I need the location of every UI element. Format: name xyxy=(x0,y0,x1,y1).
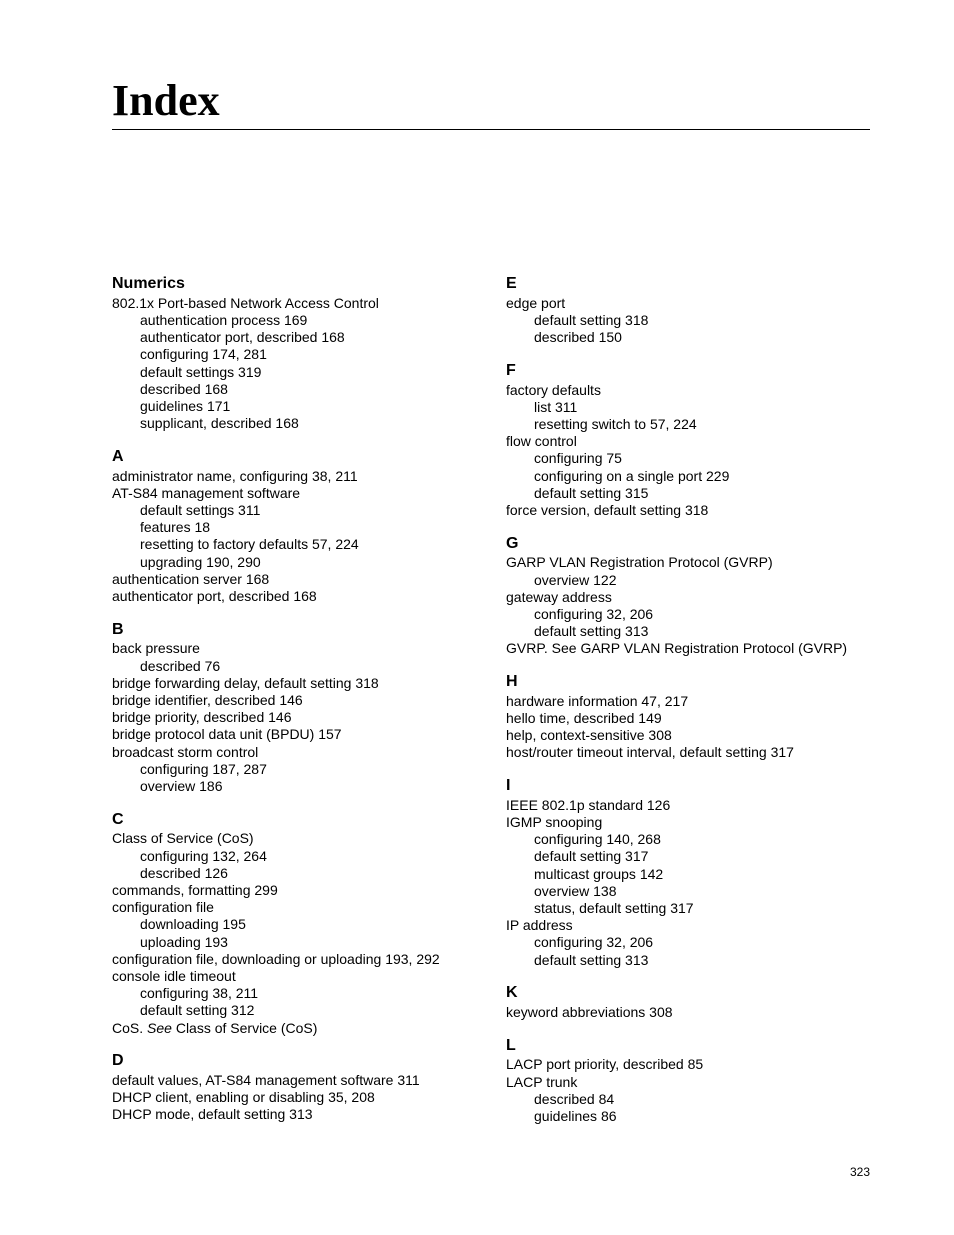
entry-text: CoS. xyxy=(112,1019,148,1036)
index-entry: DHCP mode, default setting 313 xyxy=(112,1106,313,1123)
index-entry: bridge forwarding delay, default setting 318 xyxy=(112,674,379,691)
index-entry: factory defaults xyxy=(506,381,601,398)
index-section xyxy=(506,672,870,762)
section-heading: C xyxy=(112,810,124,828)
index-subentry: configuring 187, 287 xyxy=(140,760,267,777)
index-entry: help, context-sensitive 308 xyxy=(506,727,672,744)
index-section xyxy=(112,274,492,432)
title-rule xyxy=(112,129,870,130)
index-subentry: features 18 xyxy=(140,519,211,536)
index-entry: IGMP snooping xyxy=(506,814,603,831)
index-subentry: described 84 xyxy=(534,1090,615,1107)
section-heading: L xyxy=(506,1036,516,1054)
entry-see-reference: See xyxy=(147,1019,172,1036)
index-section xyxy=(506,361,870,519)
index-entry: console idle timeout xyxy=(112,968,236,985)
index-entry: configuration file xyxy=(112,899,214,916)
index-subentry: guidelines 86 xyxy=(534,1108,617,1125)
index-subentry: configuring 32, 206 xyxy=(534,934,654,951)
index-subentry: status, default setting 317 xyxy=(534,900,694,917)
section-heading: Numerics xyxy=(112,275,185,292)
index-section xyxy=(506,776,870,969)
index-entry xyxy=(112,1020,492,1037)
index-entry: keyword abbreviations 308 xyxy=(506,1004,673,1021)
index-subentry: overview 186 xyxy=(140,778,223,795)
index-entry: back pressure xyxy=(112,640,200,657)
index-subentry: multicast groups 142 xyxy=(534,865,664,882)
index-entry: authentication server 168 xyxy=(112,570,270,587)
index-subentry: downloading 195 xyxy=(140,916,246,933)
index-entry: authenticator port, described 168 xyxy=(112,588,317,605)
index-section xyxy=(506,1036,870,1126)
index-subentry: default setting 313 xyxy=(534,951,649,968)
index-subentry: configuring 174, 281 xyxy=(140,346,267,363)
index-section xyxy=(112,1051,492,1123)
index-entry: bridge protocol data unit (BPDU) 157 xyxy=(112,726,342,743)
index-subentry: described 150 xyxy=(534,329,622,346)
index-entry: flow control xyxy=(506,433,577,450)
index-entry: DHCP client, enabling or disabling 35, 208 xyxy=(112,1089,375,1106)
index-subentry: guidelines 171 xyxy=(140,398,231,415)
index-subentry: resetting to factory defaults 57, 224 xyxy=(140,536,359,553)
index-subentry: described 168 xyxy=(140,380,228,397)
index-subentry: configuring 75 xyxy=(534,450,622,467)
index-subentry: default settings 319 xyxy=(140,363,262,380)
index-entry: commands, formatting 299 xyxy=(112,882,278,899)
index-subentry: resetting switch to 57, 224 xyxy=(534,416,697,432)
index-entry: force version, default setting 318 xyxy=(506,502,709,519)
index-subentry: default setting 317 xyxy=(534,848,649,865)
index-entry: default values, AT-S84 management software 311 xyxy=(112,1072,420,1089)
section-heading: G xyxy=(506,534,519,552)
index-entry: AT-S84 management software xyxy=(112,484,301,501)
index-section xyxy=(506,983,870,1021)
index-column-left xyxy=(112,274,492,1138)
index-subentry: authentication process 169 xyxy=(140,312,308,328)
section-heading: E xyxy=(506,275,517,292)
index-entry: 802.1x Port-based Network Access Control xyxy=(112,294,379,311)
index-section xyxy=(506,534,870,658)
index-column-right xyxy=(506,274,870,1140)
index-entry: IEEE 802.1p standard 126 xyxy=(506,796,671,813)
section-heading: H xyxy=(506,673,518,691)
index-entry: GARP VLAN Registration Protocol (GVRP) xyxy=(506,554,773,571)
index-subentry: default setting 318 xyxy=(534,312,649,328)
index-subentry: configuring 132, 264 xyxy=(140,847,267,864)
index-entry: host/router timeout interval, default setting 317 xyxy=(506,744,794,761)
entry-text: Class of Service (CoS) xyxy=(171,1019,318,1036)
index-entry: LACP trunk xyxy=(506,1073,578,1090)
index-subentry: list 311 xyxy=(534,398,578,415)
index-entry: bridge priority, described 146 xyxy=(112,709,292,726)
index-entry: IP address xyxy=(506,917,573,934)
index-subentry: authenticator port, described 168 xyxy=(140,329,345,346)
index-subentry: uploading 193 xyxy=(140,933,228,950)
index-entry: gateway address xyxy=(506,588,612,605)
section-heading: K xyxy=(506,984,518,1002)
index-subentry: configuring 140, 268 xyxy=(534,831,661,848)
index-entry: administrator name, configuring 38, 211 xyxy=(112,467,358,484)
index-section xyxy=(506,274,870,346)
index-subentry: overview 122 xyxy=(534,571,617,588)
index-subentry: default setting 315 xyxy=(534,484,649,501)
index-subentry: described 76 xyxy=(140,657,221,674)
index-entry: GVRP. See GARP VLAN Registration Protocol (GVRP) xyxy=(506,640,848,657)
index-entry: hardware information 47, 217 xyxy=(506,692,689,709)
index-subentry: default setting 312 xyxy=(140,1002,255,1019)
index-entry: LACP port priority, described 85 xyxy=(506,1056,704,1073)
section-heading: F xyxy=(506,361,516,379)
index-subentry: upgrading 190, 290 xyxy=(140,553,261,570)
index-entry: hello time, described 149 xyxy=(506,710,662,727)
index-subentry: configuring 32, 206 xyxy=(534,606,654,623)
index-section xyxy=(112,810,492,1037)
index-entry: Class of Service (CoS) xyxy=(112,830,254,847)
index-subentry: configuring 38, 211 xyxy=(140,985,259,1002)
section-heading: B xyxy=(112,620,124,638)
section-heading: I xyxy=(506,777,511,795)
index-entry: bridge identifier, described 146 xyxy=(112,692,303,709)
index-subentry: supplicant, described 168 xyxy=(140,415,299,432)
index-subentry: default settings 311 xyxy=(140,502,261,519)
index-section xyxy=(112,447,492,605)
section-heading: D xyxy=(112,1052,124,1070)
index-entry: configuration file, downloading or uploading 193, 292 xyxy=(112,950,440,967)
section-heading: A xyxy=(112,447,124,465)
index-subentry: configuring on a single port 229 xyxy=(534,467,730,484)
index-entry: edge port xyxy=(506,294,566,311)
index-subentry: overview 138 xyxy=(534,882,617,899)
index-subentry: described 126 xyxy=(140,864,228,881)
page-number: 323 xyxy=(849,1165,870,1179)
index-section xyxy=(112,620,492,796)
page-title: Index xyxy=(112,76,220,125)
index-entry: broadcast storm control xyxy=(112,743,259,760)
index-subentry: default setting 313 xyxy=(534,623,649,640)
